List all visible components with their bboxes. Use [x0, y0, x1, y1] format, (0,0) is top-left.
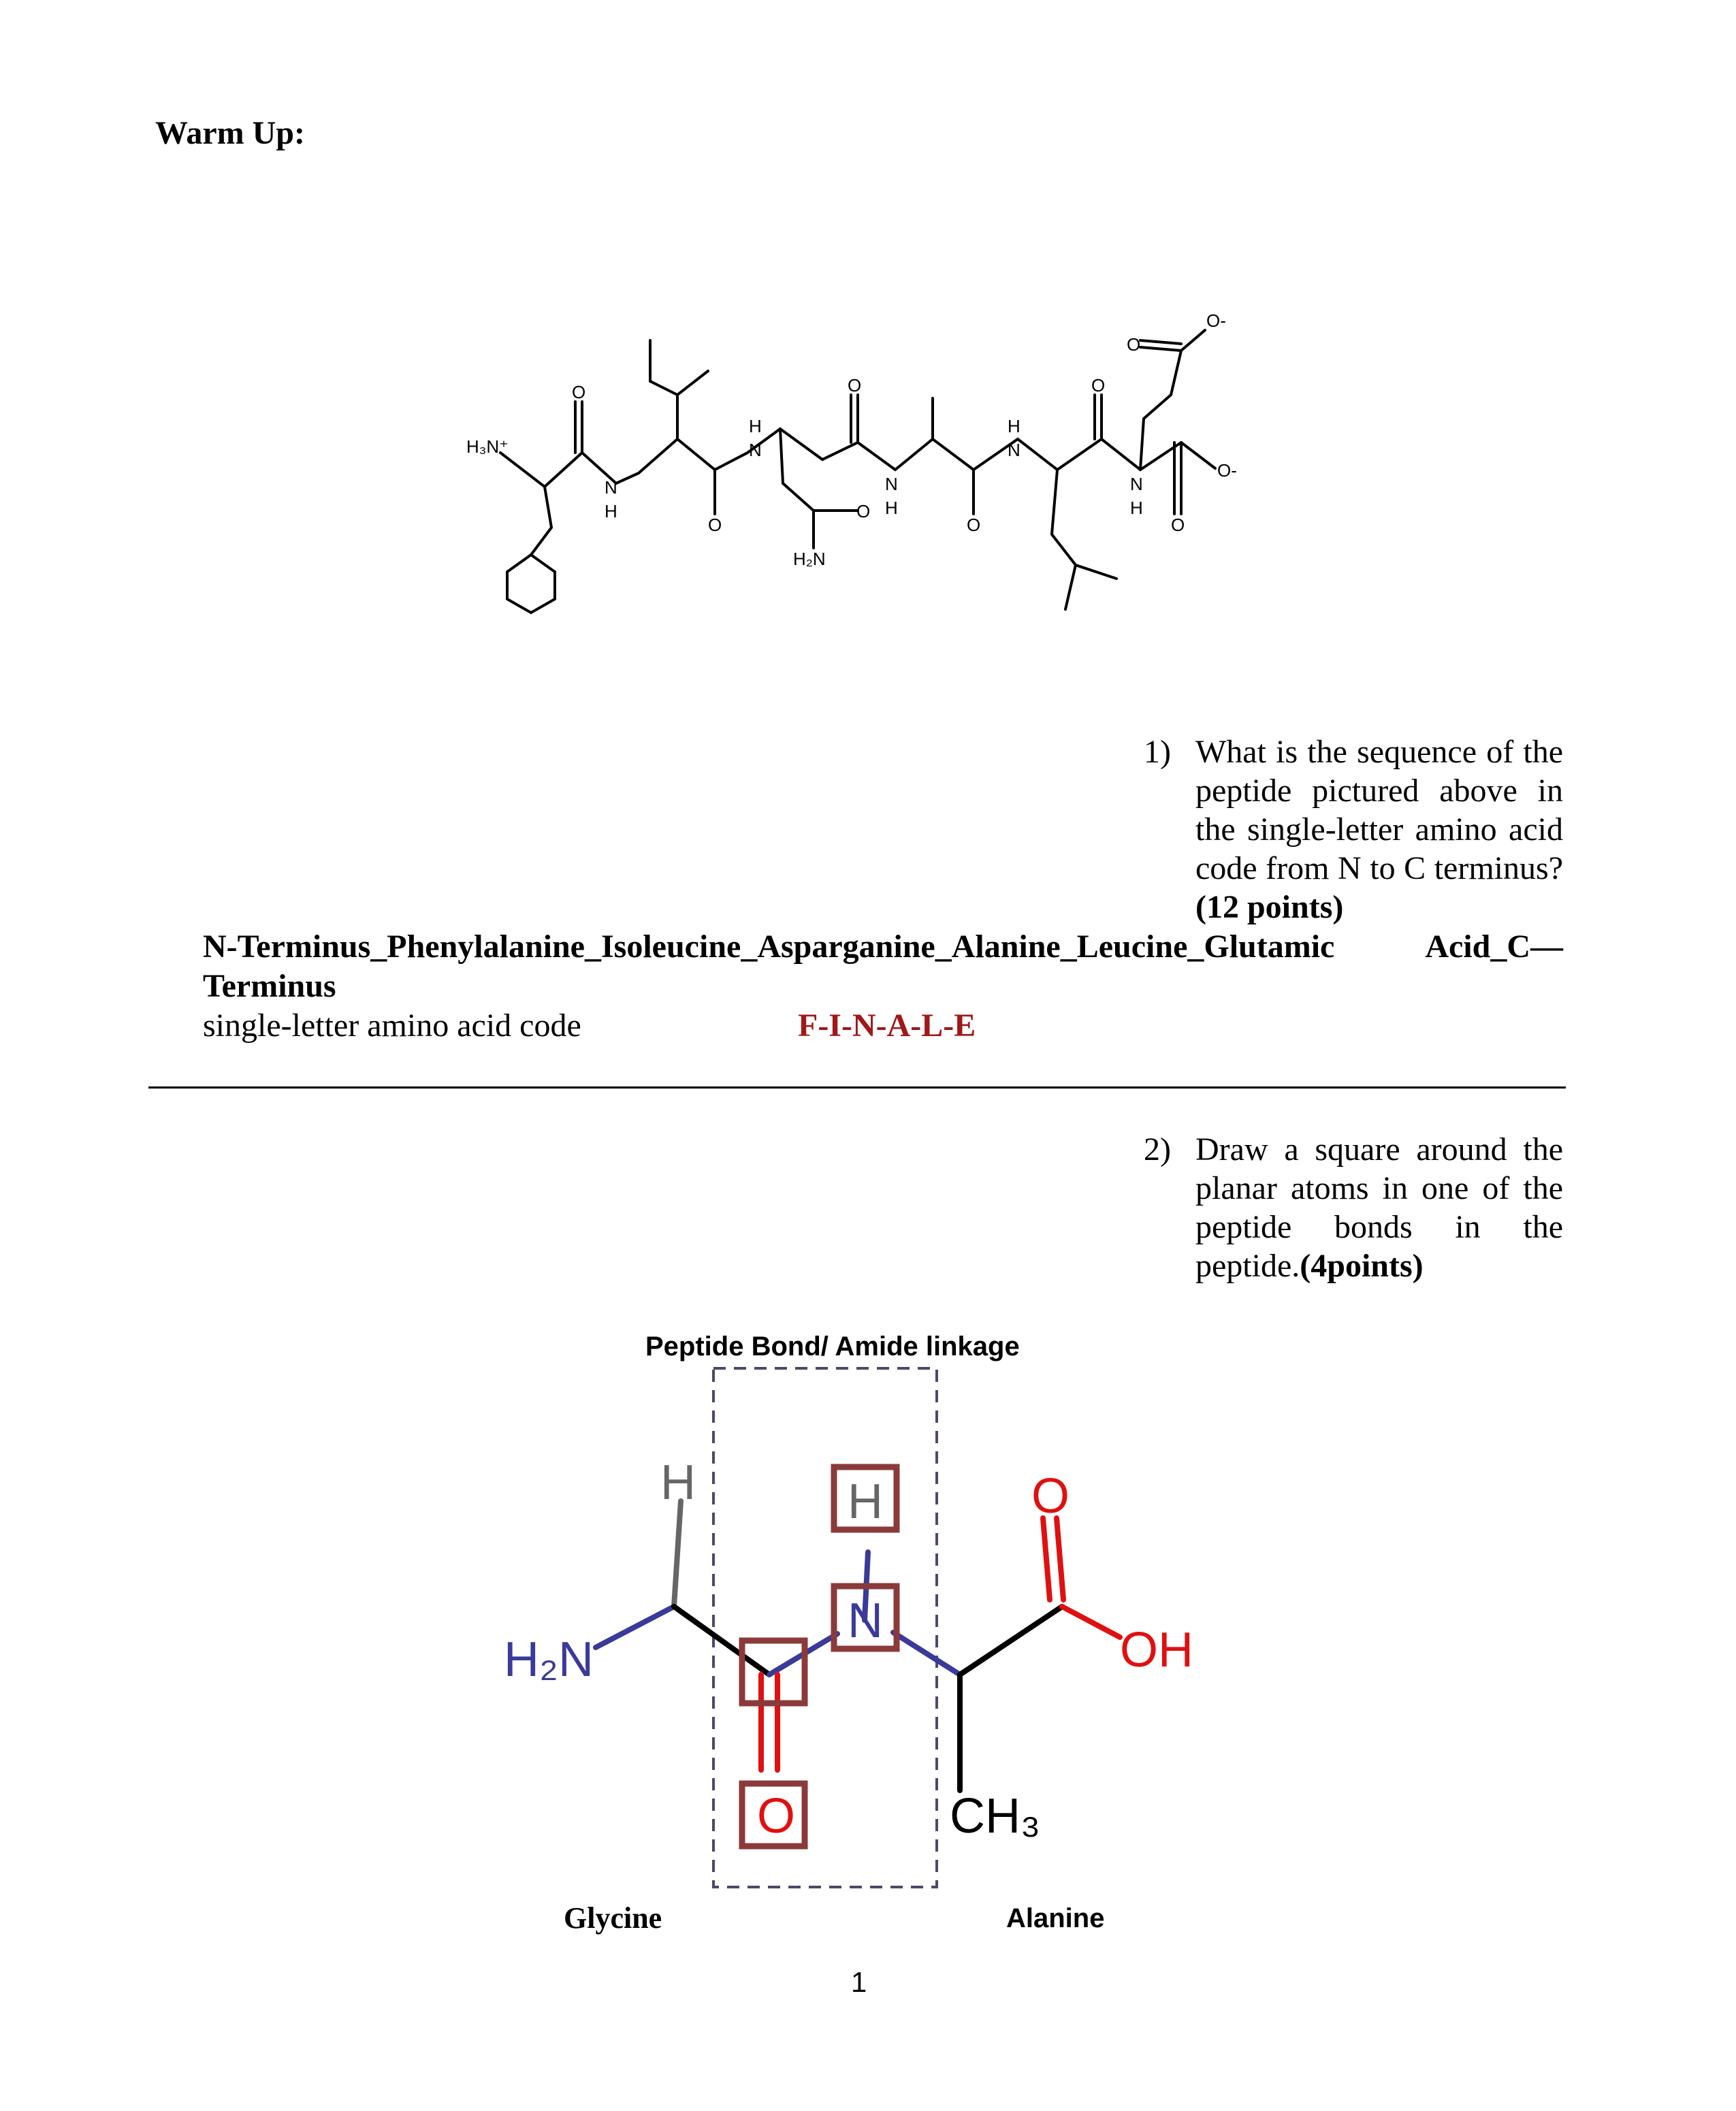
amine-label: H₃N⁺: [466, 436, 509, 457]
svg-text:H: H: [848, 1475, 883, 1529]
svg-text:H: H: [1008, 416, 1020, 436]
svg-text:O: O: [1091, 375, 1106, 396]
svg-text:O: O: [856, 501, 871, 521]
svg-text:N: N: [605, 477, 617, 498]
svg-text:O: O: [1031, 1469, 1070, 1524]
peptide-bond-region: [713, 1368, 937, 1887]
divider: [148, 1086, 1566, 1089]
svg-text:O: O: [1171, 515, 1185, 535]
answer-1-sequence: N-Terminus_Phenylalanine_Isoleucine_Asparganine_Alanine_Leucine_Glutamic Acid_C—: [203, 929, 1563, 965]
svg-text:H: H: [1130, 498, 1143, 518]
svg-text:OH: OH: [1120, 1623, 1193, 1677]
answer-1-sequence-cont: Terminus: [203, 968, 336, 1004]
glycine-label: Glycine: [564, 1901, 662, 1935]
alanine-label: Alanine: [1006, 1903, 1105, 1933]
svg-text:H: H: [605, 501, 617, 521]
svg-text:O-: O-: [1206, 310, 1226, 331]
svg-text:O: O: [572, 382, 586, 402]
page-number: 1: [851, 1966, 867, 1998]
svg-text:N: N: [749, 440, 762, 460]
code-label: single-letter amino acid code: [203, 1008, 581, 1044]
svg-text:N: N: [885, 474, 898, 494]
svg-text:O: O: [848, 375, 862, 396]
code-value: F-I-N-A-L-E: [798, 1008, 976, 1044]
dipeptide-structure: [477, 1321, 1293, 1967]
question-2: Draw a square around the planar atoms in one of the peptide bonds in the peptide.(4points): [1195, 1131, 1563, 1284]
svg-text:O: O: [1127, 334, 1141, 355]
svg-text:O-: O-: [1217, 460, 1237, 481]
question-1-number: 1): [1144, 734, 1171, 770]
svg-text:O: O: [708, 515, 722, 535]
svg-text:N: N: [848, 1594, 883, 1648]
question-2-number: 2): [1144, 1131, 1171, 1167]
svg-text:CH₃: CH₃: [950, 1789, 1041, 1843]
page-heading: Warm Up:: [155, 115, 305, 151]
svg-text:H: H: [660, 1455, 696, 1510]
backbone-bonds: [500, 429, 1181, 487]
svg-text:H: H: [749, 416, 762, 436]
peptide-bond-label: Peptide Bond/ Amide linkage: [645, 1332, 1020, 1361]
svg-text:O: O: [757, 1789, 796, 1843]
svg-text:N: N: [1130, 474, 1143, 494]
svg-text:N: N: [1008, 440, 1020, 460]
svg-text:O: O: [967, 515, 981, 535]
svg-text:H₂N: H₂N: [504, 1632, 594, 1687]
question-1: What is the sequence of the peptide pictured above in the single-letter amino acid code from N to C terminus? (12 points): [1195, 734, 1563, 925]
peptide-structure: [449, 286, 1293, 654]
side-amide-label: H₂N: [793, 549, 826, 569]
svg-text:H: H: [885, 498, 898, 518]
